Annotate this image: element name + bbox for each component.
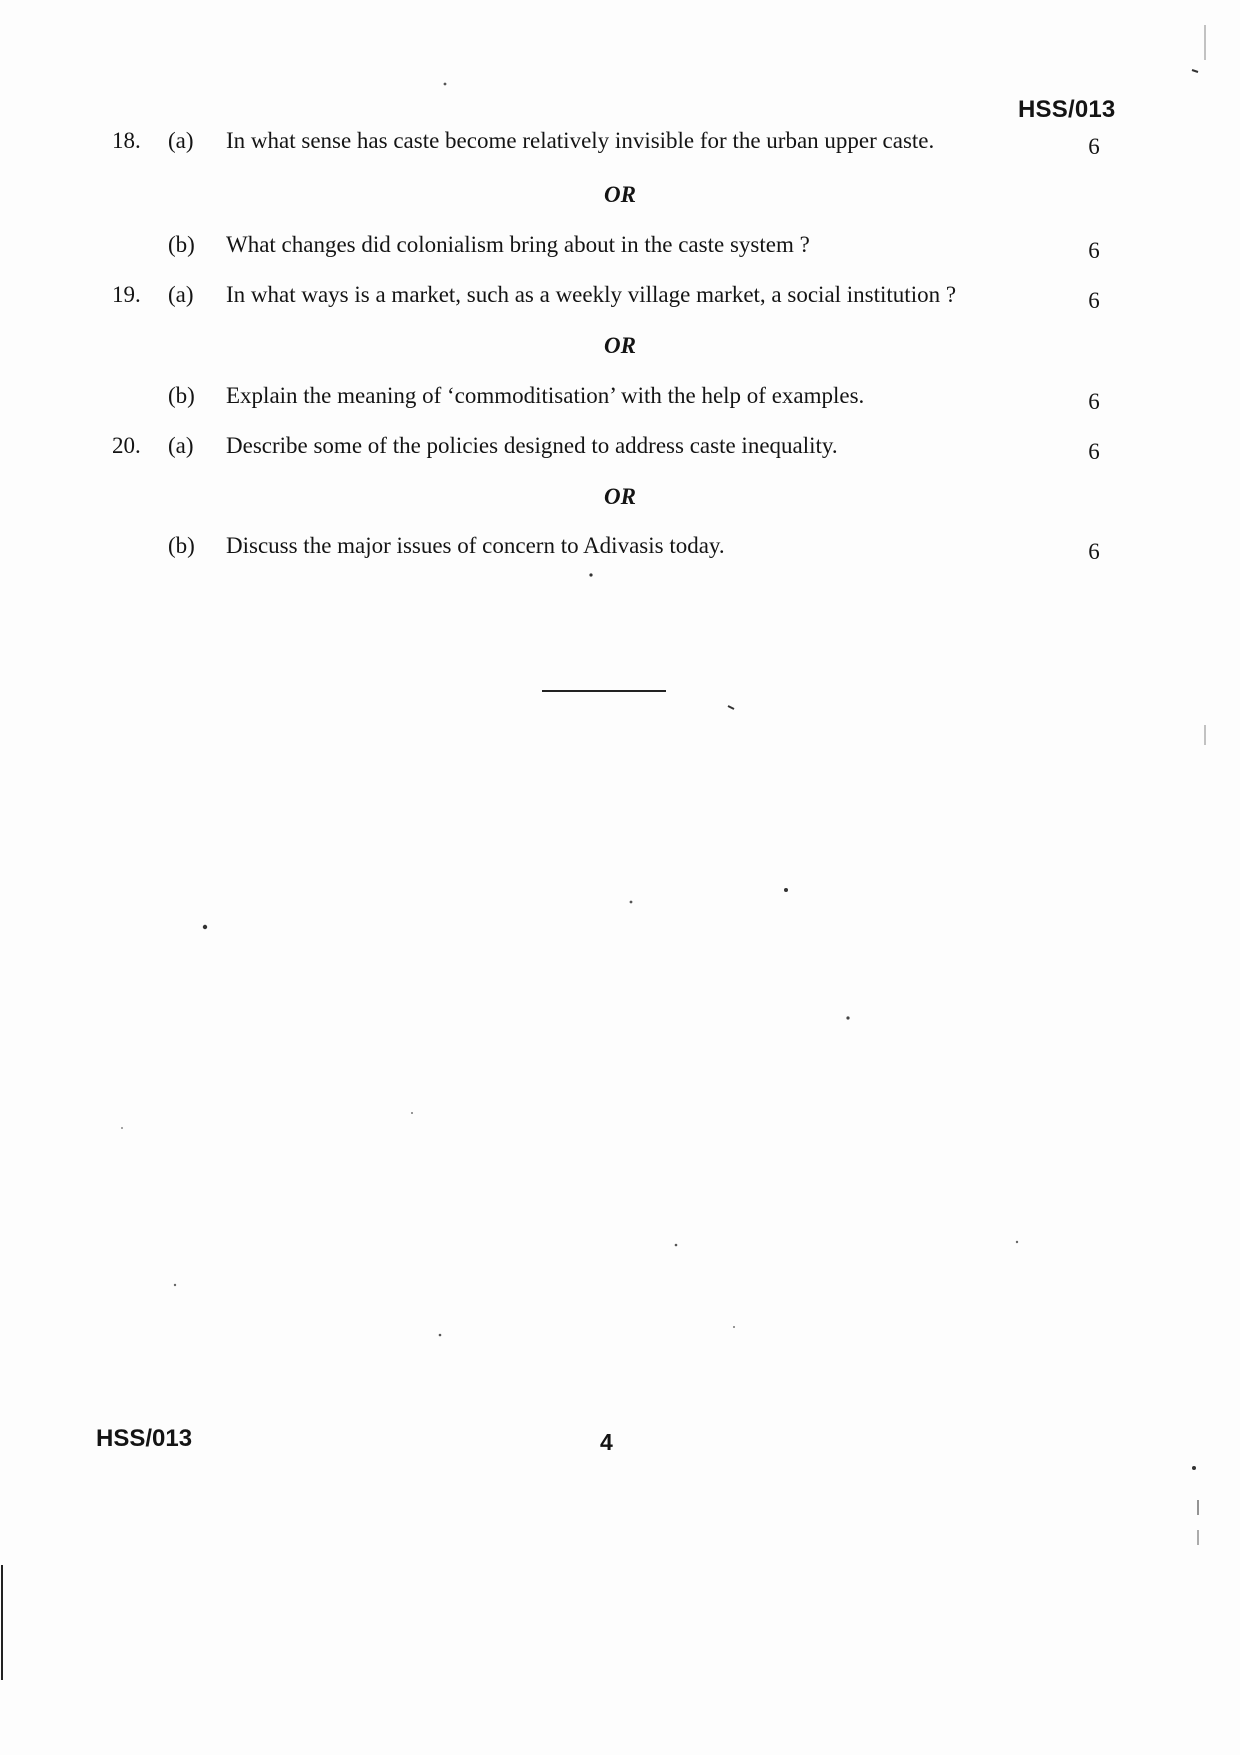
or-separator: OR [604,333,636,358]
question-part: (b) [168,232,195,257]
or-separator: OR [604,182,636,207]
question-marks: 6 [1088,238,1100,263]
question-marks: 6 [1088,389,1100,414]
question-marks: 6 [1088,439,1100,464]
question-text: In what ways is a market, such as a weekly village market, a social institution ? [226,282,957,307]
or-separator: OR [604,484,636,509]
question-number: 18. [112,128,141,153]
question-number: 20. [112,433,141,458]
header-paper-code: HSS/013 [1018,96,1116,123]
footer-paper-code: HSS/013 [96,1425,193,1452]
question-text: Discuss the major issues of concern to Adivasis today. [226,533,725,558]
question-text: Describe some of the policies designed to address caste inequality. [226,433,838,458]
question-text: Explain the meaning of ‘commoditisation’ with the help of examples. [226,383,865,408]
question-marks: 6 [1088,288,1100,313]
question-text: In what sense has caste become relatively invisible for the urban upper caste. [226,128,935,153]
question-part: (b) [168,383,195,408]
question-part: (a) [168,282,194,307]
question-part: (a) [168,128,194,153]
question-number: 19. [112,282,141,307]
question-marks: 6 [1088,134,1100,159]
question-marks: 6 [1088,539,1100,564]
question-part: (b) [168,533,195,558]
page-number: 4 [600,1429,613,1455]
question-text: What changes did colonialism bring about in the caste system ? [226,232,810,257]
question-part: (a) [168,433,194,458]
